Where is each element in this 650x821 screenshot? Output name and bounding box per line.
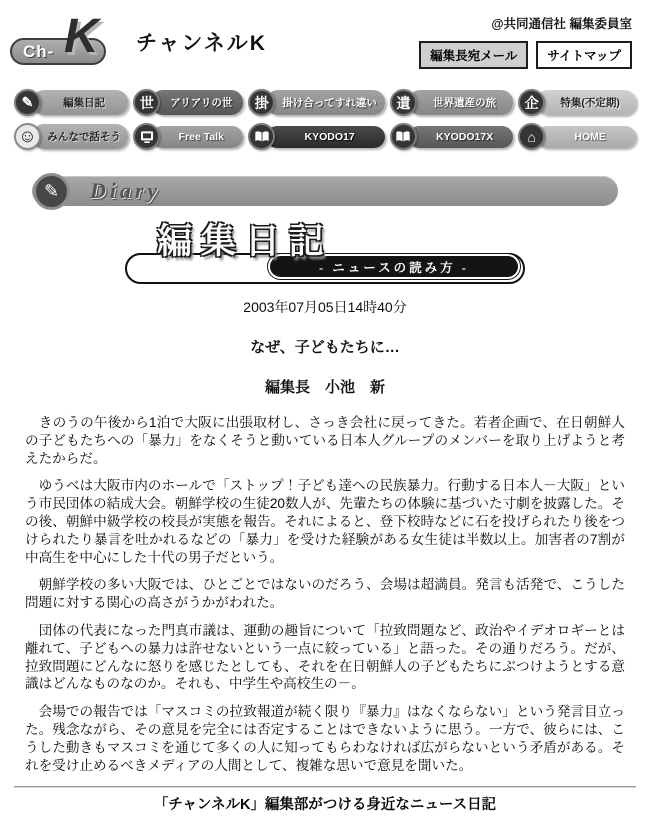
article-title: なぜ、子どもたちに… <box>250 339 400 356</box>
nav-item-ariari[interactable] <box>133 89 243 116</box>
nav-item-special[interactable] <box>518 89 636 116</box>
world-kanji-icon: 世 <box>133 89 160 116</box>
nav-label: 掛け合ってすれ違い <box>266 90 385 115</box>
nav-item-edit-diary[interactable] <box>14 89 128 116</box>
nav-item-kyodo17x[interactable] <box>390 123 513 150</box>
kake-kanji-icon: 掛 <box>248 89 275 116</box>
nav-item-world-heritage[interactable] <box>390 89 513 116</box>
nav-item-free-talk[interactable] <box>133 123 243 150</box>
divider <box>14 786 636 787</box>
nav-label: Free Talk <box>151 126 243 148</box>
site-name: チャンネルK <box>136 32 267 55</box>
open-book-icon <box>248 123 275 150</box>
footer-tagline: 「チャンネルK」編集部がつける身近なニュース日記 <box>153 797 497 813</box>
pencil-icon: ✎ <box>14 89 41 116</box>
section-title: 編集日記 <box>157 222 334 261</box>
logo-k-letter: K <box>64 10 99 63</box>
nav-label: 特集(不定期) <box>536 90 636 115</box>
nav-item-kyodo17[interactable] <box>248 123 385 150</box>
plan-kanji-icon: 企 <box>518 89 545 116</box>
header <box>0 0 650 69</box>
nav-label: KYODO17X <box>408 126 513 148</box>
logo-area <box>10 10 267 69</box>
nav-label: HOME <box>536 126 636 148</box>
nav-label: みんなで話そう <box>32 124 128 149</box>
open-book-icon <box>390 123 417 150</box>
nav-item-lets-talk[interactable] <box>14 123 128 150</box>
article-paragraph: 団体の代表になった門真市議は、運動の趣旨について「拉致問題など、政治やイデオロギーとは離れて、子どもへの暴力は許せないという一点に絞っている」と語った。その通りだろう。だが、拉致問題にどんなに怒りを感じたとしても、それを在日朝鮮人の子どもたちにぶつけようとする意識はどんなものなのか。それも、中学生や高校生の－。 <box>25 622 625 692</box>
sitemap-button[interactable]: サイトマップ <box>536 41 632 69</box>
heritage-kanji-icon: 遺 <box>390 89 417 116</box>
nav-item-home[interactable] <box>518 123 636 150</box>
site-logo[interactable] <box>10 10 128 69</box>
header-right <box>419 10 632 69</box>
org-credit: @共同通信社 編集委員室 <box>491 17 632 31</box>
nav-label: KYODO17 <box>266 126 385 148</box>
pencil-icon: ✎ <box>33 173 70 210</box>
article-paragraph: ゆうべは大阪市内のホールで「ストップ！子ども達への民族暴力。行動する日本人－大阪」という市民団体の結成大会。朝鮮学校の生徒20数人が、先輩たちの体験に基づいた寸劇を披露した。その後、朝鮮中級学校の校長が実態を報告。それによると、登下校時などに石を投げられたり後をつけられたり暴言を吐かれるなどの「暴力」を受けた経験がある女生徒は半数以上。加害者の7割が中高生を中心にした十代の男子だという。 <box>25 478 625 565</box>
article-date: 2003年07月05日14時40分 <box>243 299 407 315</box>
footer <box>14 786 636 814</box>
header-buttons <box>419 41 632 69</box>
nav-item-kakeai[interactable] <box>248 89 385 116</box>
nav-label: 編集日記 <box>32 90 128 115</box>
section-title-banner <box>125 222 525 284</box>
article-author: 編集長 小池 新 <box>264 379 385 396</box>
article-paragraph: 会場での報告では「マスコミの拉致報道が続く限り『暴力』はなくならない」という発言目立った。残念ながら、その意見を完全には否定することはできないように思う。一方で、彼らには、こうした動きもマスコミを通じて多くの人に知ってもらわなければ広がらないという矛盾がある。それを受け止めるべきメディアの人間として、複雑な思いで意見を聞いた。 <box>25 704 625 773</box>
article-body <box>0 397 650 774</box>
section-subtitle: - ニュースの読み方 - <box>319 260 469 275</box>
logo-pill: Ch- <box>10 38 106 65</box>
article-paragraph: きのうの午後から1泊で大阪に出張取材し、さっき会社に戻ってきた。若者企画で、在日朝鮮人の子どもたちへの「暴力」をなくそうと動いている日本人グループのメンバーを取り上げようと考えたからだ。 <box>25 415 625 466</box>
article-paragraph: 朝鮮学校の多い大阪では、ひとごとではないのだろう、会場は超満員。発言も活発で、こうした問題に対する関心の高さがうかがわれた。 <box>25 577 625 611</box>
home-icon: ⌂ <box>518 123 545 150</box>
nav-menu <box>0 69 650 150</box>
diary-section-label: Diary <box>90 178 162 203</box>
nav-label: 世界遺産の旅 <box>408 90 513 115</box>
mail-to-editor-button[interactable]: 編集長宛メール <box>419 41 528 69</box>
smiley-icon: ☺ <box>14 123 41 150</box>
nav-label: アリアリの世 <box>151 90 243 115</box>
diary-section-bar <box>32 176 618 206</box>
